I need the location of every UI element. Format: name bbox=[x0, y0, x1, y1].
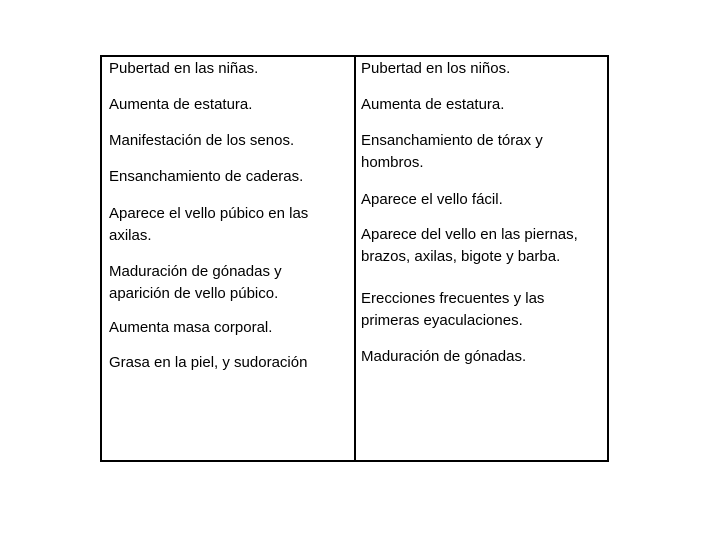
girls-item-5: Maduración de gónadas y aparición de vello púbico. bbox=[109, 263, 282, 302]
boys-item-1: Aumenta de estatura. bbox=[361, 96, 505, 113]
boys-item-4: Aparece del vello en las piernas, brazos, axilas, bigote y barba. bbox=[361, 226, 578, 265]
girls-header: Pubertad en las niñas. bbox=[109, 60, 259, 77]
girls-item-2: Manifestación de los senos. bbox=[109, 132, 295, 149]
boys-item-5: Erecciones frecuentes y las primeras eyaculaciones. bbox=[361, 290, 545, 329]
column-divider bbox=[354, 57, 356, 460]
boys-item-2: Ensanchamiento de tórax y hombros. bbox=[361, 132, 543, 171]
girls-item-7: Grasa en la piel, y sudoración bbox=[109, 354, 308, 371]
girls-item-1: Aumenta de estatura. bbox=[109, 96, 253, 113]
girls-item-6: Aumenta masa corporal. bbox=[109, 319, 273, 336]
boys-header: Pubertad en los niños. bbox=[361, 60, 511, 77]
boys-item-3: Aparece el vello fácil. bbox=[361, 191, 503, 208]
comparison-table bbox=[100, 55, 609, 462]
boys-item-6: Maduración de gónadas. bbox=[361, 348, 527, 365]
girls-item-3: Ensanchamiento de caderas. bbox=[109, 168, 304, 185]
girls-item-4: Aparece el vello púbico en las axilas. bbox=[109, 205, 309, 244]
